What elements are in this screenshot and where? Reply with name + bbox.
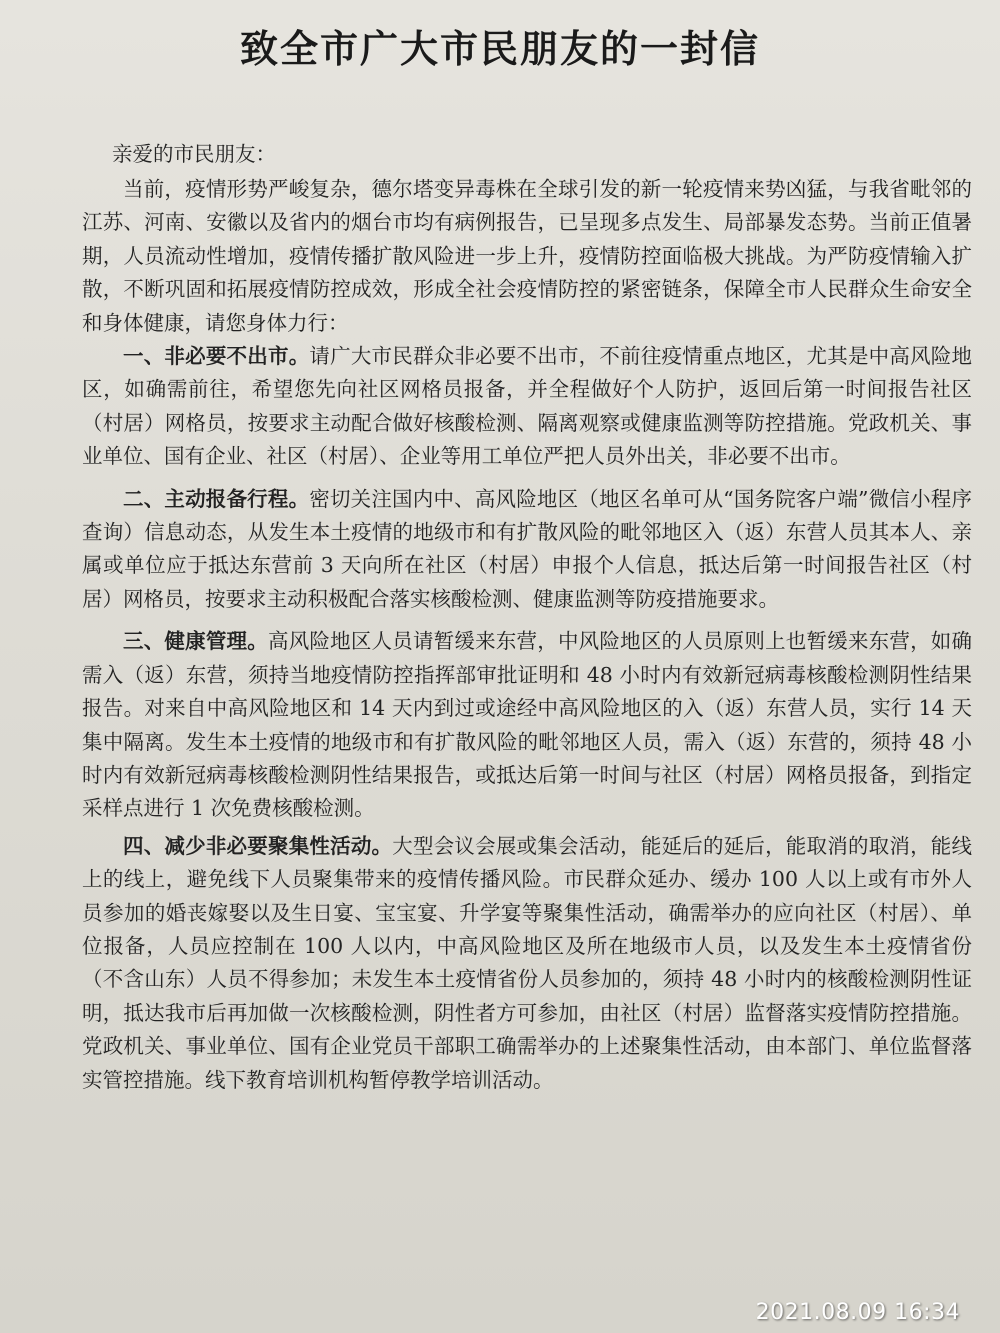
salutation: 亲爱的市民朋友： <box>112 142 276 166</box>
section-heading: 四、减少非必要聚集性活动。 <box>123 833 393 858</box>
section-heading: 一、非必要不出市。 <box>123 344 310 369</box>
letter-title: 致全市广大市民朋友的一封信 <box>239 26 760 71</box>
section-paragraph <box>82 340 972 474</box>
section-text: 密切关注国内中、高风险地区（地区名单可从“国务院客户端”微信小程序查询）信息动态，从发生本土疫情的地级市和有扩散风险的毗邻地区入（返）东营人员其本人、亲属或单位应于抵达东营前 3 天向所在社区（村居）申报个人信息，抵达后第一时间报告社区（村居）网格员，按要求主动积极配合落实核酸检测、健康监测等防疫措施要求。 <box>82 486 972 611</box>
photo-timestamp: 2021.08.09 16:34 <box>755 1300 960 1325</box>
intro-paragraph: 当前，疫情形势严峻复杂，德尔塔变异毒株在全球引发的新一轮疫情来势凶猛，与我省毗邻的江苏、河南、安徽以及省内的烟台市均有病例报告，已呈现多点发生、局部暴发态势。当前正值暑期，人员流动性增加，疫情传播扩散风险进一步上升，疫情防控面临极大挑战。为严防疫情输入扩散，不断巩固和拓展疫情防控成效，形成全社会疫情防控的紧密链条，保障全市人民群众生命安全和身体健康，请您身体力行： <box>82 177 972 335</box>
section-text: 请广大市民群众非必要不出市，不前往疫情重点地区，尤其是中高风险地区，如确需前往，希望您先向社区网格员报备，并全程做好个人防护，返回后第一时间报告社区（村居）网格员，按要求主动配合做好核酸检测、隔离观察或健康监测等防控措施。党政机关、事业单位、国有企业、社区（村居）、企业等用工单位严把人员外出关，非必要不出市。 <box>82 344 973 469</box>
section-text: 高风险地区人员请暂缓来东营，中风险地区的人员原则上也暂缓来东营，如确需入（返）东营，须持当地疫情防控指挥部审批证明和 48 小时内有效新冠病毒核酸检测阴性结果报告。对来自中高风险地区和 14 天内到过或途经中高风险地区的入（返）东营人员，实行 14 天集中隔离。发生本土疫情的地级市和有扩散风险的毗邻地区人员，需入（返）东营的，须持 48 小时内有效新冠病毒核酸检测阴性结果报告，或抵达后第一时间与社区（村居）网格员报备，到指定采样点进行 1 次免费核酸检测。 <box>82 629 973 821</box>
section-heading: 二、主动报备行程。 <box>123 486 310 511</box>
section-text: 大型会议会展或集会活动，能延后的延后，能取消的取消，能线上的线上，避免线下人员聚集带来的疫情传播风险。市民群众延办、缓办 100 人以上或有市外人员参加的婚丧嫁娶以及生日宴、宝宝宴、升学宴等聚集性活动，确需举办的应向社区（村居）、单位报备，人员应控制在 100 人以内，中高风险地区及所在地级市人员，以及发生本土疫情省份（不含山东）人员不得参加；未发生本土疫情省份人员参加的，须持 48 小时内的核酸检测阴性证明，抵达我市后再加做一次核酸检测，阴性者方可参加，由社区（村居）监督落实疫情防控措施。党政机关、事业单位、国有企业党员干部职工确需举办的上述聚集性活动，由本部门、单位监督落实管控措施。线下教育培训机构暂停教学培训活动。 <box>82 833 973 1092</box>
section-paragraph <box>82 483 972 617</box>
section-paragraph <box>82 625 972 825</box>
letter-body <box>82 138 972 1097</box>
section-paragraph <box>82 830 972 1097</box>
section-heading: 三、健康管理。 <box>123 629 268 654</box>
